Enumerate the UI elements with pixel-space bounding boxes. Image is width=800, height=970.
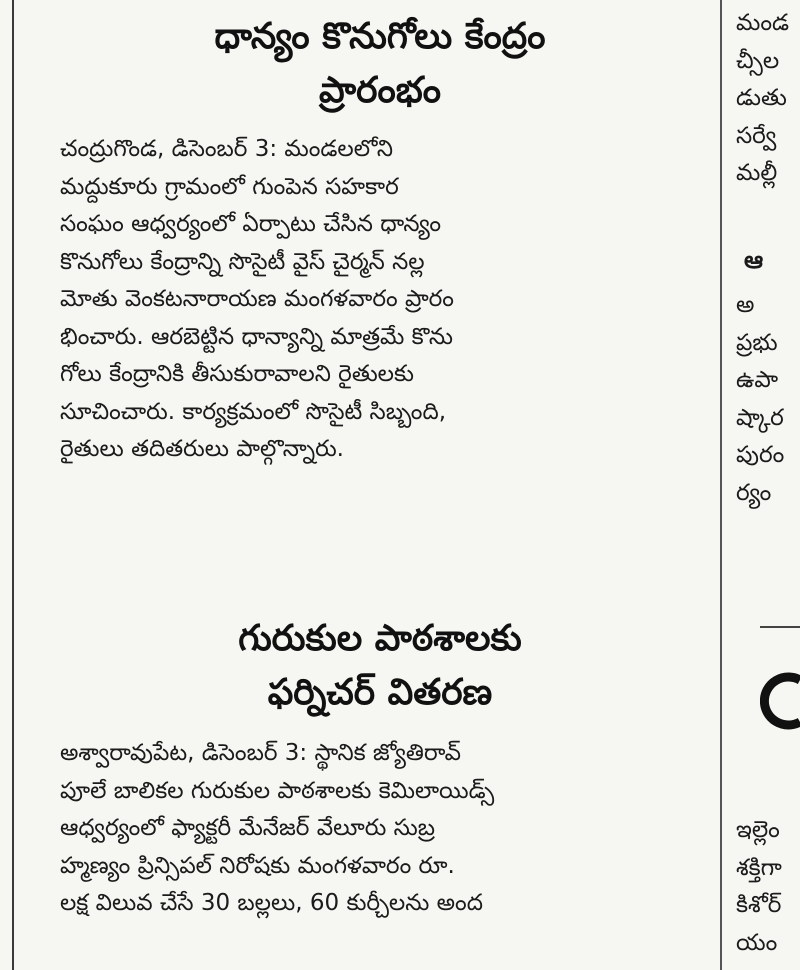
right-column-cropped	[736, 0, 800, 970]
article2-body-line: లక్ష విలువ చేసే 30 బల్లలు, 60 కుర్చీలను అంద	[60, 890, 483, 916]
fragment-line: ష్కార	[736, 404, 784, 431]
article1-body-line: గోలు కేంద్రానికి తీసుకురావాలని రైతులకు	[60, 361, 414, 387]
right-column-fragment-top	[736, 5, 789, 193]
fragment-line: శక్తిగా	[736, 854, 782, 881]
article2-headline-line: గురుకుల పాఠశాలకు	[238, 618, 522, 659]
article1-body-line: మద్దుకూరు గ్రామంలో గుంపెన సహకార	[60, 173, 399, 200]
fragment-line: చ్సీల	[736, 47, 780, 74]
article1-body-line: మోతు వెంకటనారాయణ మంగళవారం ప్రారం	[60, 286, 454, 312]
fragment-line: పురం	[736, 442, 785, 468]
right-column-fragment-bottom	[736, 812, 782, 962]
article2-headline-line: ఫర్నిచర్ వితరణ	[267, 672, 493, 713]
article1-body-line: సూచించారు. కార్యక్రమంలో సొసైటీ సిబ్బంది,	[60, 398, 447, 425]
fragment-line: డుతు	[736, 85, 787, 111]
column-divider	[720, 0, 722, 970]
article2-body-line: ఆధ్వర్యంలో ఫ్యాక్టరీ మేనేజర్ వేలూరు సుబ్ర	[60, 815, 436, 841]
fragment-line: ఉపా	[736, 367, 779, 393]
fragment-line: యం	[736, 929, 778, 956]
article2-body-line: హ్మణ్యం ప్రిన్సిపల్ నిరోషకు మంగళవారం రూ.	[60, 852, 455, 879]
article1-headline	[60, 10, 700, 118]
fragment-line: మండ	[736, 10, 790, 36]
fragment-line: అ	[736, 292, 755, 318]
fragment-line: ప్రభు	[736, 329, 778, 356]
left-border-rule	[12, 0, 14, 970]
fragment-line: ఇల్లెం	[736, 817, 780, 843]
article1-headline-line: ధాన్యం కొనుగోలు కేంద్రం	[214, 16, 546, 57]
article2-headline	[60, 612, 700, 720]
fragment-line: మల్లీ	[736, 160, 778, 186]
article1-body-line: భించారు. ఆరబెట్టిన ధాన్యాన్ని మాత్రమే కొను	[60, 323, 453, 350]
article2-body	[60, 735, 700, 923]
fragment-line: సర్వే	[736, 122, 777, 149]
article1-body	[60, 131, 700, 469]
cropped-headline-glyph	[760, 672, 800, 730]
article1-body-line: చంద్రుగొండ, డిసెంబర్ 3: మండలలోని	[60, 136, 393, 162]
section-divider-rule	[760, 626, 800, 628]
article1-headline-line: ప్రారంభం	[319, 70, 441, 111]
fragment-line: కిశోర్	[736, 892, 782, 918]
article1-body-line: రైతులు తదితరులు పాల్గొన్నారు.	[60, 436, 344, 462]
article2-body-line: పూలే బాలికల గురుకుల పాఠశాలకు కెమిలాయిడ్స్	[60, 777, 495, 804]
right-column-fragment-mid	[736, 287, 784, 512]
article1-body-line: సంఘం ఆధ్వర్యంలో ఏర్పాటు చేసిన ధాన్యం	[60, 211, 441, 237]
subheading-fragment: ఆ	[744, 246, 764, 274]
article1-body-line: కొనుగోలు కేంద్రాన్ని సొసైటీ వైస్ చైర్మన్ నల్ల	[60, 248, 425, 275]
article2-body-line: అశ్వారావుపేట, డిసెంబర్ 3: స్థానిక జ్యోతిరావ్	[60, 740, 461, 766]
fragment-line: ర్యం	[736, 479, 772, 506]
